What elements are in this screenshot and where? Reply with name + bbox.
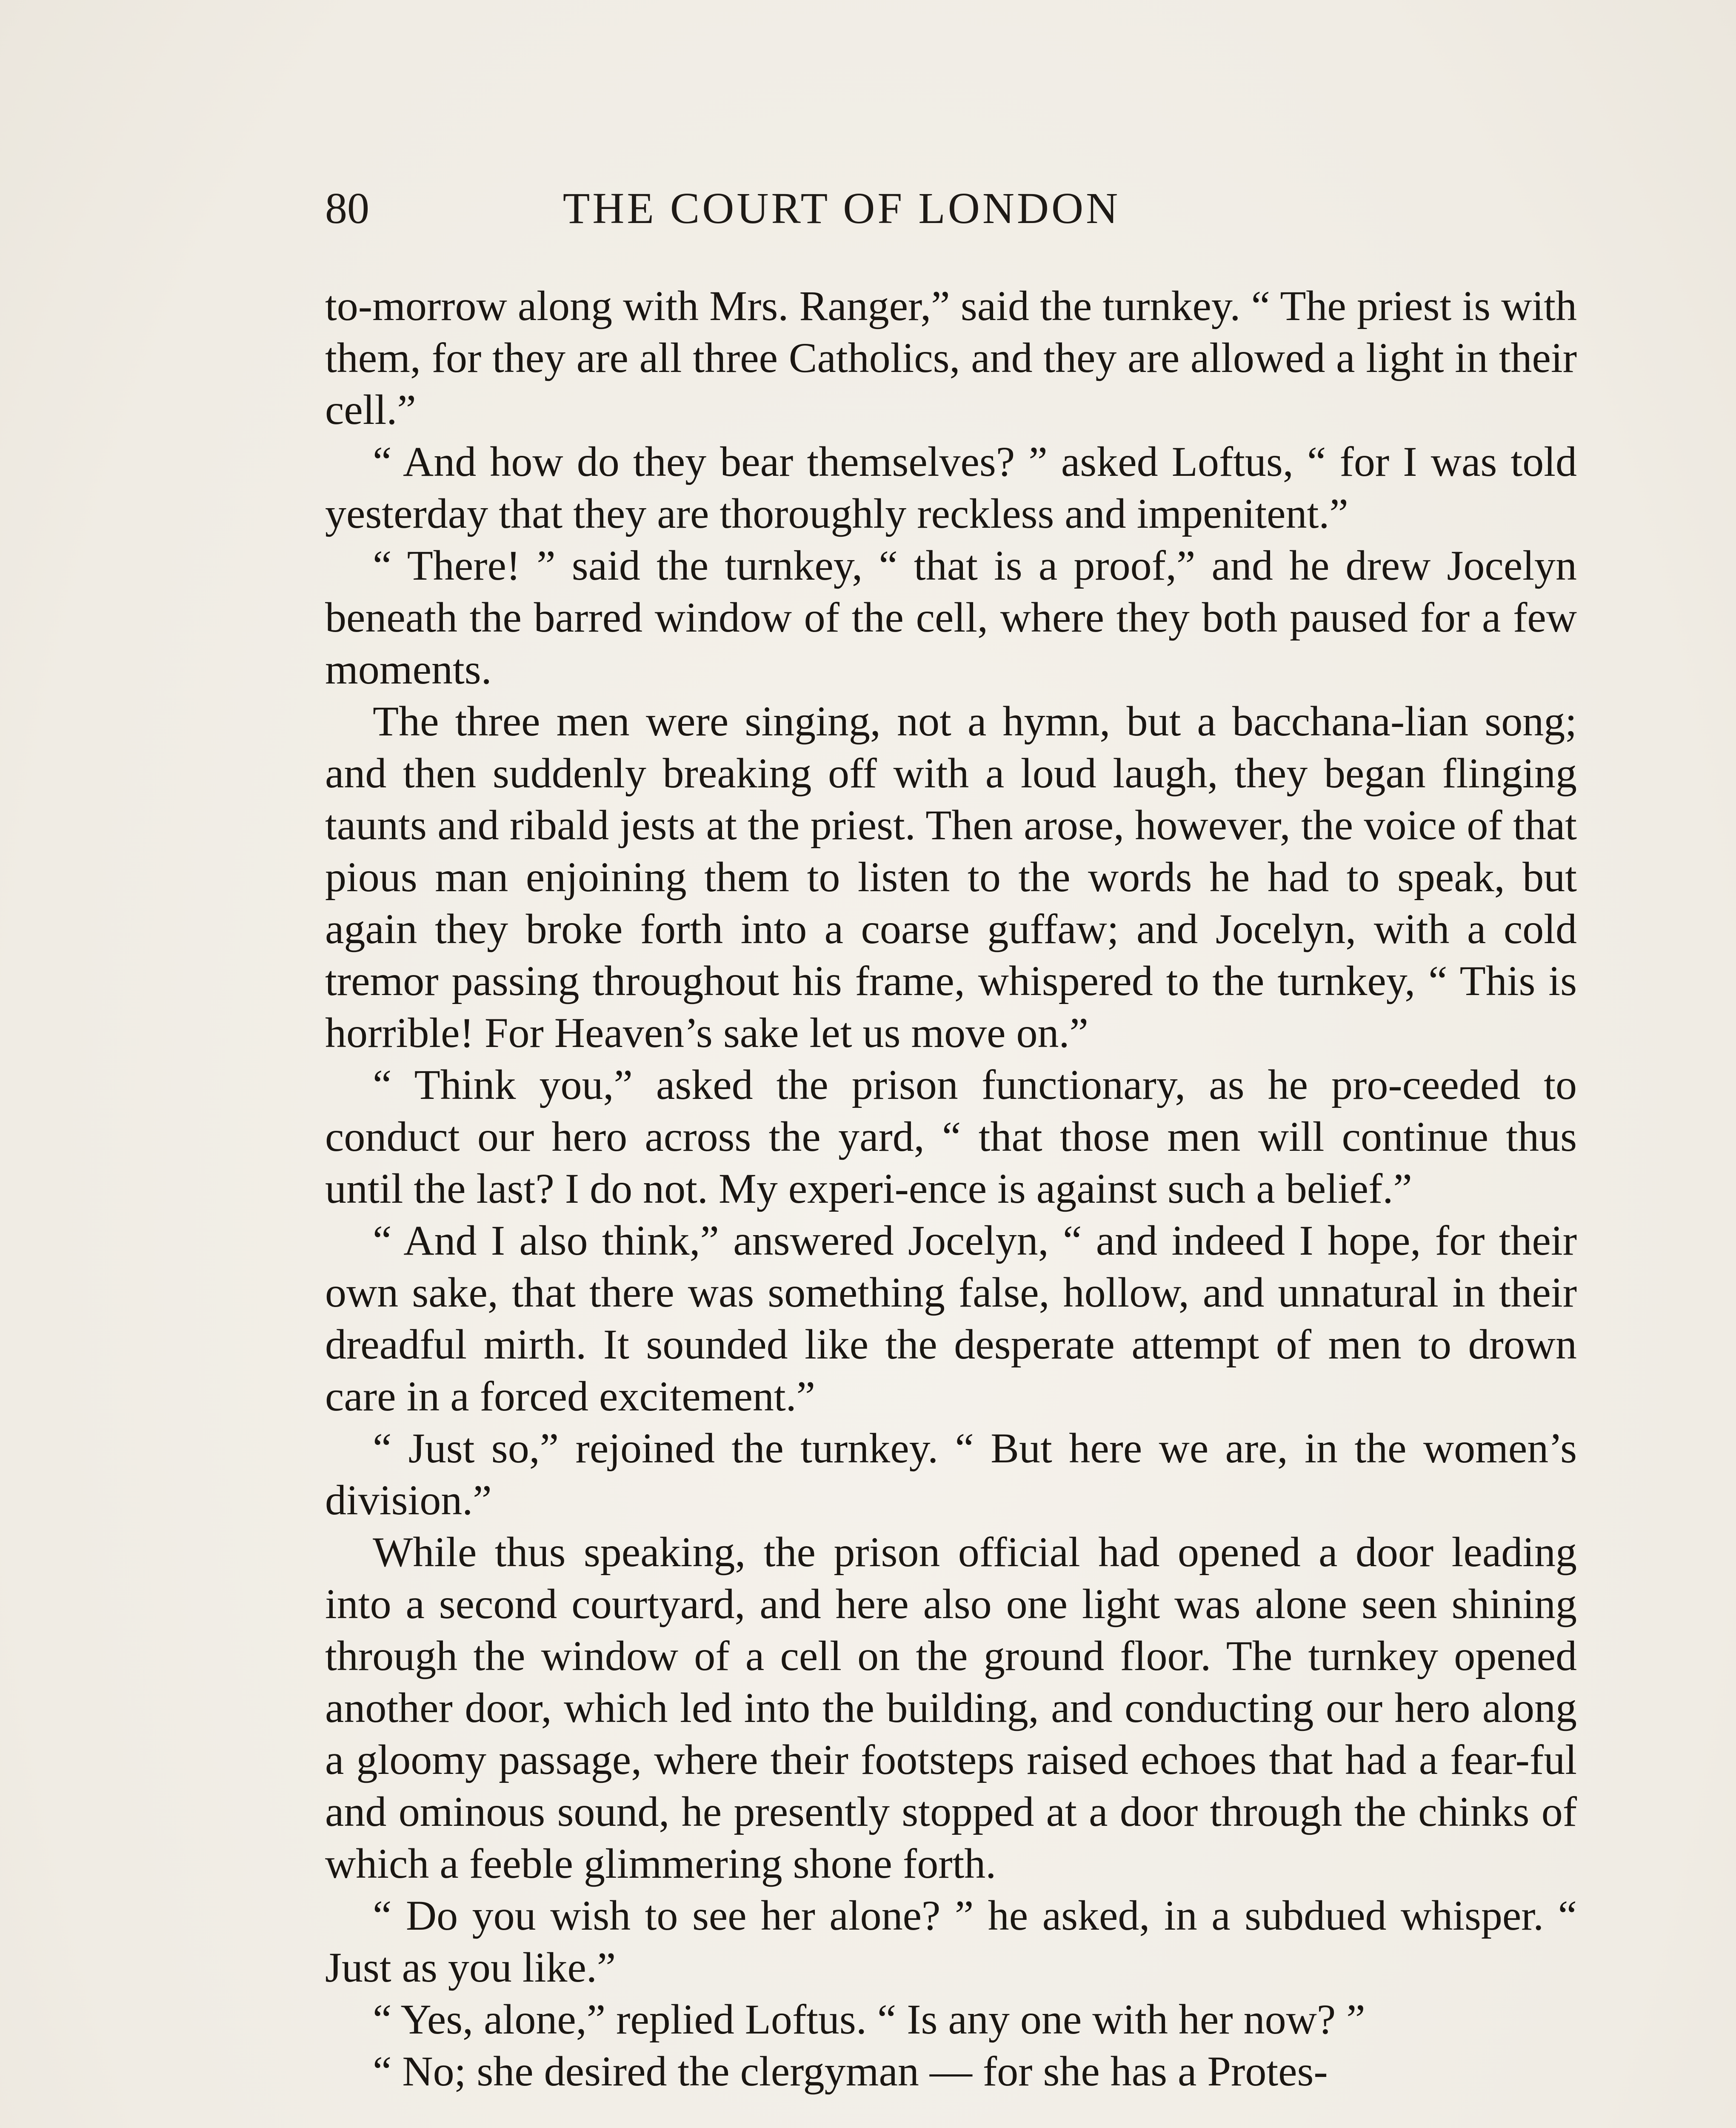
page-header <box>325 183 1282 243</box>
paragraph: “ There! ” said the turnkey, “ that is a proof,” and he drew Jocelyn beneath the barred window of the cell, where they both paused for a few moments. <box>325 542 1577 693</box>
paragraph: “ No; she desired the clergyman — for she has a Protes- <box>373 2048 1328 2095</box>
paragraph: “ Do you wish to see her alone? ” he asked, in a subdued whisper. “ Just as you like.” <box>325 1892 1577 1991</box>
paragraph: The three men were singing, not a hymn, but a bacchana-lian song; and then suddenly breaking off with a loud laugh, they began flinging taunts and ribald jests at the priest. Then arose, however, the voice of that pious man enjoining them to listen to the words he had to speak, but again they broke forth into a coarse guffaw; and Jocelyn, with a cold tremor passing throughout his frame, whispered to the turnkey, “ This is horrible! For Heaven’s sake let us move on.” <box>325 698 1577 1056</box>
paragraph: “ Just so,” rejoined the turnkey. “ But here we are, in the women’s division.” <box>325 1424 1577 1524</box>
body-text <box>325 280 1577 2097</box>
paragraph: “ And how do they bear themselves? ” asked Loftus, “ for I was told yesterday that they are thoroughly reckless and impenitent.” <box>325 438 1577 537</box>
paragraph: “ Think you,” asked the prison functionary, as he pro-ceeded to conduct our hero across the yard, “ that those men will continue thus until the last? I do not. My experi-ence is against such a belief.” <box>325 1061 1577 1212</box>
paragraph: While thus speaking, the prison official had opened a door leading into a second courtyard, and here also one light was alone seen shining through the window of a cell on the ground floor. The turnkey opened another door, which led into the building, and conducting our hero along a gloomy passage, where their footsteps raised echoes that had a fear-ful and ominous sound, he presently stopped at a door through the chinks of which a feeble glimmering shone forth. <box>325 1528 1577 1887</box>
paragraph: “ And I also think,” answered Jocelyn, “ and indeed I hope, for their own sake, that there was something false, hollow, and unnatural in their dreadful mirth. It sounded like the desperate attempt of men to drown care in a forced excitement.” <box>325 1217 1577 1420</box>
paragraph: “ Yes, alone,” replied Loftus. “ Is any one with her now? ” <box>373 1996 1365 2043</box>
page-number: 80 <box>325 184 369 233</box>
running-title: THE COURT OF LONDON <box>562 184 1121 233</box>
paragraph: to-morrow along with Mrs. Ranger,” said the turnkey. “ The priest is with them, for they are all three Catholics, and they are allowed a light in their cell.” <box>325 282 1577 433</box>
